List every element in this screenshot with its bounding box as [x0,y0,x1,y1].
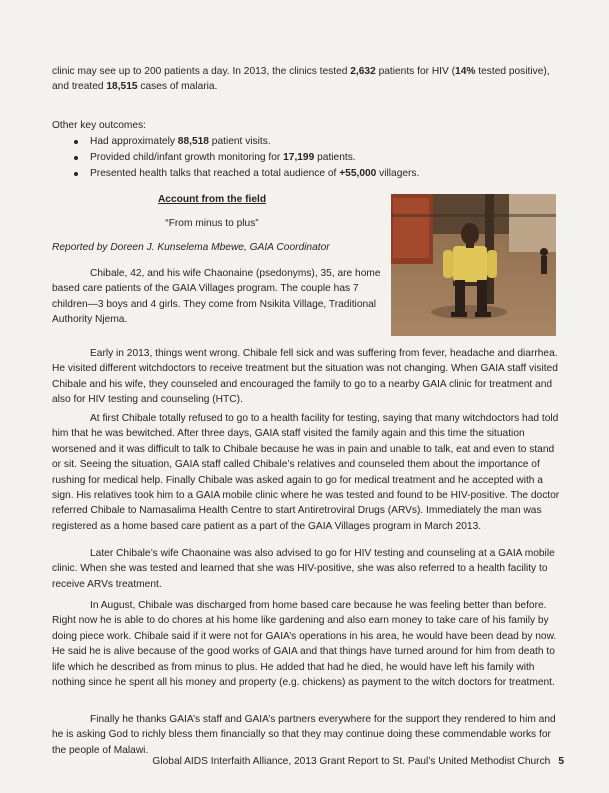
story-paragraph: Chibale, 42, and his wife Chaonaine (psedonyms), 35, are home based care patients of the GAIA Villages program. The couple has 7 children—3 boys and 4 girls. They come from Nsikita Village, Traditional Authority Njema. [52,268,381,326]
intro-text-4: cases of malaria. [137,81,218,93]
intro-text-2: patients for HIV ( [375,66,456,77]
footer-text: Global AIDS Interfaith Alliance, 2013 Grant Report to St. Paul’s United Methodist Church [152,756,551,767]
story-paragraph: Early in 2013, things went wrong. Chibale fell sick and was suffering from fever, headache and diarrhea. He visited different witchdoctors to receive treatment but the situation was not changing. When GAIA staff visited Chibale and his wife, they counseled and encouraged the family to go to a nearby GAIA clinic for treatment and also for HIV testing and counseling (HTC). [52,348,558,406]
outcomes-list [70,134,430,182]
story-paragraph: Later Chibale’s wife Chaonaine was also advised to go for HIV testing and counseling at a GAIA mobile clinic. When she was tested and learned that she was HIV-positive, she was also referred to a health facility to receive ARVs treatment. [52,548,555,590]
page-number: 5 [558,756,564,767]
intro-text-3: tested positive), and treated [52,66,550,93]
malaria-cases-count: 18,515 [106,81,138,93]
intro-paragraph [52,64,564,95]
outcome-text: patient visits. [208,136,271,147]
outcome-text: villagers. [376,168,420,179]
outcome-text: Had approximately [90,136,178,147]
positive-rate: 14% [455,66,476,77]
hiv-tested-count: 2,632 [350,66,376,77]
field-photo [391,194,556,336]
outcome-item [70,166,430,182]
story-paragraph: At first Chibale totally refused to go to a health facility for testing, saying that many witchdoctors had told him that he was bewitched. After three days, GAIA staff visited the family again and this time the situation worsened and it was difficult to talk to Chibale because he was in pain and unable to talk, eat and even to stand or sit. Seeing the situation, GAIA staff called Chibale’s relatives and counseled them about the importance of rushing for medical help. Finally Chibale was asked again to go for medical treatment and he accepted with a sign. His relatives took him to a GAIA mobile clinic where he was tested and found to be HIV-positive. The doctor referred Chibale to Namasalima Health Centre to start Antiretroviral Drugs (ARVs). Immediately the man was registered as a home based care patient as a part of the GAIA Villages program in March 2013. [52,413,560,532]
story-paragraph: In August, Chibale was discharged from home based care because he was feeling better than before. Right now he is able to do chores at his home like gardening and also earn money to take care of his family by doing piece work. Chibale said if it were not for GAIA’s operations in his area, he would have been dead by now. He said he is alive because of the good works of GAIA and that things have turned around for him from death to life which he described as from minus to plus. He added that had he died, he would have left his family with nothing since he spent all his money and property (e.g. chickens) as payment to the witch doctors for treatment. [52,600,557,689]
outcome-text: Provided child/infant growth monitoring for [90,152,284,163]
outcome-item [70,150,430,166]
outcome-item [70,134,430,150]
account-title: Account from the field [157,194,267,205]
outcome-value: 88,518 [177,136,209,147]
story-subtitle: “From minus to plus” [165,218,259,229]
outcome-value: +55,000 [339,168,377,179]
intro-text-1: clinic may see up to 200 patients a day. In 2013, the clinics tested [52,66,351,77]
photo-illustration [391,194,556,336]
reporter-byline: Reported by Doreen J. Kunselema Mbewe, GAIA Coordinator [52,242,330,253]
page-footer [52,754,564,769]
outcome-text: Presented health talks that reached a total audience of [90,168,340,179]
outcome-text: patients. [314,152,356,163]
outcomes-heading: Other key outcomes: [52,120,146,131]
outcome-value: 17,199 [283,152,315,163]
story-paragraph: Finally he thanks GAIA’s staff and GAIA’s partners everywhere for the support they rendered to him and he is asking God to richly bless them financially so that they may continue doing these commendable works for the people of Malawi. [52,714,556,756]
